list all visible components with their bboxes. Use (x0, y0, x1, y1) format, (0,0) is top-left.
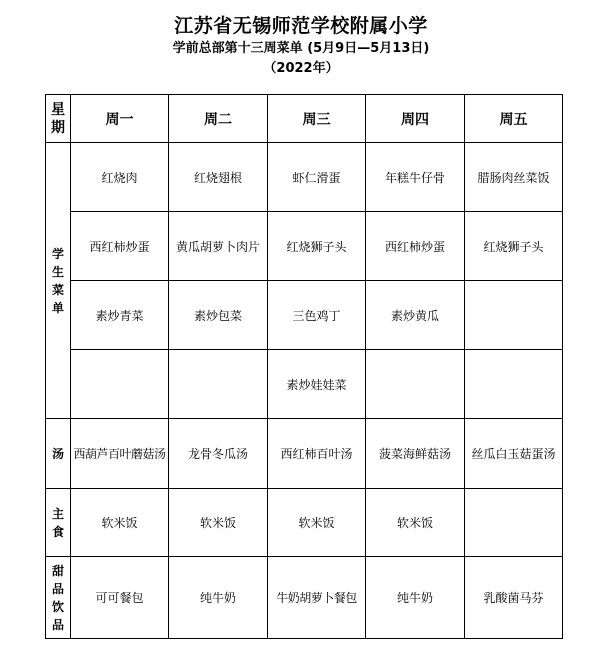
student-menu-row (46, 281, 563, 350)
day-header-wed: 周三 (268, 95, 366, 143)
dish-cell: 年糕牛仔骨 (366, 143, 465, 212)
menu-header (0, 14, 602, 79)
student-menu-label: 学 生 菜 单 (46, 143, 71, 419)
dish-cell: 素炒娃娃菜 (268, 350, 366, 419)
dessert-cell: 可可餐包 (71, 557, 169, 639)
menu-year: （2022年） (263, 61, 339, 76)
student-menu-row (46, 143, 563, 212)
dish-cell: 红烧狮子头 (465, 212, 563, 281)
dish-cell: 虾仁滑蛋 (268, 143, 366, 212)
dish-cell: 三色鸡丁 (268, 281, 366, 350)
staple-row (46, 489, 563, 557)
staple-cell: 软米饭 (71, 489, 169, 557)
student-menu-row (46, 212, 563, 281)
soup-cell: 菠菜海鲜菇汤 (366, 419, 465, 489)
dish-cell: 素炒包菜 (169, 281, 268, 350)
dish-cell: 红烧狮子头 (268, 212, 366, 281)
soup-cell: 西葫芦百叶蘑菇汤 (71, 419, 169, 489)
dish-cell: 红烧肉 (71, 143, 169, 212)
student-menu-row (46, 350, 563, 419)
dish-cell (71, 350, 169, 419)
dish-cell: 西红柿炒蛋 (71, 212, 169, 281)
weekday-corner-label: 星 期 (46, 95, 71, 143)
dessert-cell: 牛奶胡萝卜餐包 (268, 557, 366, 639)
dish-cell (465, 350, 563, 419)
header-row (46, 95, 563, 143)
dessert-row (46, 557, 563, 639)
soup-cell: 丝瓜白玉菇蛋汤 (465, 419, 563, 489)
dish-cell: 腊肠肉丝菜饭 (465, 143, 563, 212)
dish-cell: 黄瓜胡萝卜肉片 (169, 212, 268, 281)
day-header-tue: 周二 (169, 95, 268, 143)
dessert-label: 甜 品 饮 品 (46, 557, 71, 639)
weekly-menu-table (45, 94, 563, 639)
staple-label: 主 食 (46, 489, 71, 557)
day-header-mon: 周一 (71, 95, 169, 143)
dish-cell: 素炒黄瓜 (366, 281, 465, 350)
dessert-cell: 纯牛奶 (169, 557, 268, 639)
dish-cell (366, 350, 465, 419)
staple-cell: 软米饭 (268, 489, 366, 557)
soup-cell: 西红柿百叶汤 (268, 419, 366, 489)
dish-cell: 红烧翅根 (169, 143, 268, 212)
dish-cell (169, 350, 268, 419)
dish-cell: 素炒青菜 (71, 281, 169, 350)
dish-cell: 西红柿炒蛋 (366, 212, 465, 281)
soup-cell: 龙骨冬瓜汤 (169, 419, 268, 489)
soup-label: 汤 (46, 419, 71, 489)
menu-subtitle: 学前总部第十三周菜单 (5月9日—5月13日) (172, 41, 430, 56)
dessert-cell: 纯牛奶 (366, 557, 465, 639)
dish-cell (465, 281, 563, 350)
staple-cell: 软米饭 (169, 489, 268, 557)
page-title: 江苏省无锡师范学校附属小学 (174, 15, 428, 37)
staple-cell (465, 489, 563, 557)
day-header-fri: 周五 (465, 95, 563, 143)
dessert-cell: 乳酸菌马芬 (465, 557, 563, 639)
staple-cell: 软米饭 (366, 489, 465, 557)
soup-row (46, 419, 563, 489)
day-header-thu: 周四 (366, 95, 465, 143)
